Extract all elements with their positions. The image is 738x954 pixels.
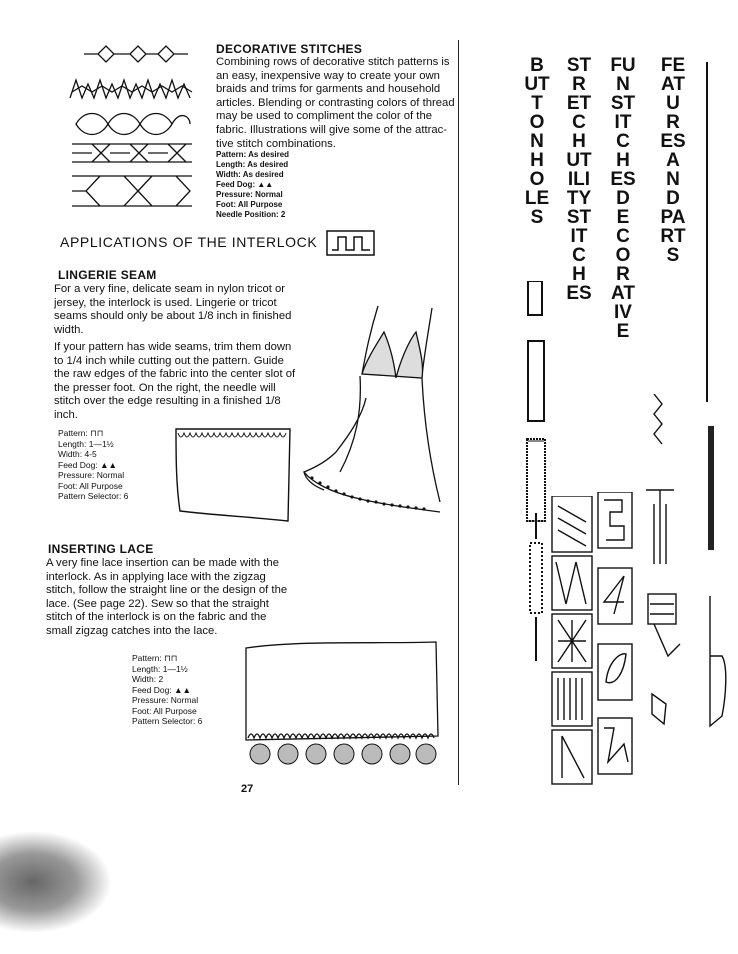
- inserting-lace-heading: INSERTING LACE: [48, 542, 154, 556]
- tab-buttonholes-label: BUTTONHOLES: [524, 55, 550, 228]
- tab-features-parts-label: FEATURES AND PARTS: [660, 55, 686, 266]
- decorative-stitch-samples: [62, 40, 202, 210]
- needle-tool-icon: [702, 426, 732, 756]
- column-divider: [458, 40, 459, 785]
- feed-dog-up-icon: ▲▲: [100, 459, 117, 470]
- decorative-stitch-samples-icon: [594, 492, 638, 792]
- tab-fun-decorative-label: FUN STITCHES DECORATIVE: [610, 55, 636, 342]
- slip-illustration: [300, 302, 446, 524]
- lingerie-para-1: For a very fine, delicate seam in nylon tricot or jersey, the interlock is used. Lingerie or tricot seams should only be about 1/8 inch in finished width.: [54, 283, 292, 336]
- lingerie-settings: Pattern: ⊓⊓ Length: 1—1½ Width: 4-5 Feed Dog: ▲▲ Pressure: Normal Foot: All Purpose Pattern Selector: 6: [58, 428, 129, 501]
- decorative-stitches-body: Combining rows of decorative stitch patterns is an easy, inexpensive way to create your own braids and trims for garments and household articles. Blending or contrasting colors of thread may be used to compliment the color of the fabric. Illustrations will give some of the attrac- tive stitch combinations.: [216, 56, 455, 150]
- partial-right-column: [702, 56, 732, 756]
- feed-dog-up-icon: ▲▲: [257, 180, 274, 189]
- stretch-stitch-samples-icon: [548, 496, 598, 786]
- tab-stretch-utility-stitches[interactable]: [566, 56, 596, 776]
- machine-parts-icon: [644, 394, 692, 774]
- lingerie-para-2: If your pattern has wide seams, trim them down to 1/4 inch while cutting out the pattern. Guide the raw edges of the fabric into the center slot of the presser foot. On the right, the needle will stitch over the edge resulting in a finished 1/8 inch.: [54, 341, 296, 421]
- tab-stretch-utility-label: STRETCH UTILITY STITCHES: [566, 55, 592, 304]
- decorative-stitches-heading: DECORATIVE STITCHES: [216, 42, 363, 56]
- interlock-stitch-icon: [326, 228, 376, 258]
- lace-settings: Pattern: ⊓⊓ Length: 1—1½ Width: 2 Feed Dog: ▲▲ Pressure: Normal Foot: All Purpose Pattern Selector: 6: [132, 653, 203, 726]
- lingerie-seam-heading: LINGERIE SEAM: [58, 268, 157, 282]
- tab-fun-decorative-stitches[interactable]: [610, 56, 640, 776]
- feed-dog-up-icon: ▲▲: [174, 684, 191, 695]
- buttonhole-samples-icon: [524, 281, 548, 701]
- lingerie-seam-swatch-illustration: [172, 425, 294, 525]
- tab-features-and-parts[interactable]: [660, 56, 690, 776]
- decorative-settings: Pattern: As desired Length: As desired Width: As desired Feed Dog: ▲▲ Pressure: Normal Foot: All Purpose Needle Position: 2: [216, 150, 290, 219]
- partial-tab-letters: [706, 62, 718, 402]
- inserting-lace-body: A very fine lace insertion can be made with the interlock. As in applying lace with the zigzag stitch, follow the straight line or the design of the lace. (See page 22). Sew so that the straight stitch of the interlock is on the fabric and the small zigzag catches into the lace.: [46, 557, 288, 637]
- applications-heading: APPLICATIONS OF THE INTERLOCK: [60, 234, 318, 250]
- lace-insertion-illustration: [240, 640, 440, 774]
- interlock-pattern-icon: ⊓⊓: [164, 653, 178, 663]
- scan-shadow: [0, 832, 110, 932]
- interlock-pattern-icon: ⊓⊓: [90, 428, 104, 438]
- page-number: 27: [241, 783, 254, 795]
